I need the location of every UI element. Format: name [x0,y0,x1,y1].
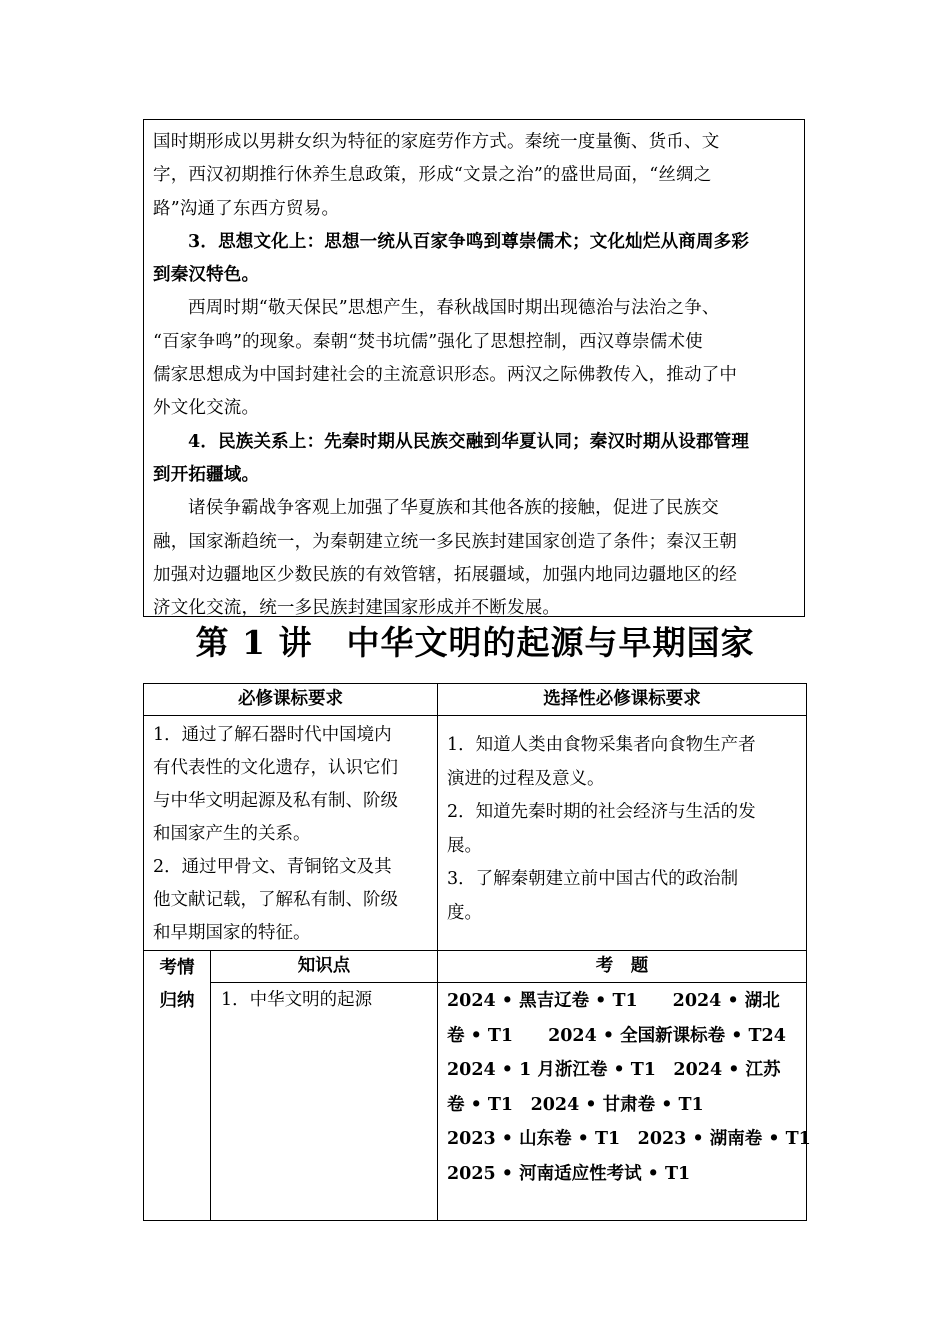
lesson-title: 第 1 讲 中华文明的起源与早期国家 [195,623,755,662]
standard-line: 和早期国家的特征。 [153,923,311,943]
standard-line: 2．知道先秦时期的社会经济与生活的发 [447,802,756,822]
paragraph-ethnic-line: 诸侯争霸战争客观上加强了华夏族和其他各族的接触，促进了民族交 [188,498,719,519]
exam-line: 卷 • T1 2024 • 全国新课标卷 • T24 [447,1025,786,1046]
elective-standards-cell [438,716,807,951]
standard-line: 展。 [447,835,482,856]
curriculum-standards-table [143,683,811,1221]
standard-line: 和国家产生的关系。 [153,824,311,844]
exam-label-line: 归纳 [159,991,195,1011]
paragraph-thought-line: 西周时期“敬天保民”思想产生，春秋战国时期出现德治与法治之争、 [188,298,720,319]
paragraph-ethnic-line: 加强对边疆地区少数民族的有效管辖，拓展疆域，加强内地同边疆地区的经 [153,564,738,585]
knowledge-point-cell: 1．中华文明的起源 [211,983,438,1221]
compulsory-standards-cell [144,716,438,951]
exam-line: 卷 • T1 2024 • 甘肃卷 • T1 [447,1094,704,1115]
paragraph-thought-line: “百家争鸣”的现象。秦朝“焚书坑儒”强化了思想控制，西汉尊崇儒术使 [153,331,703,352]
header-compulsory-standards: 必修课标要求 [144,684,438,716]
header-elective-standards: 选择性必修课标要求 [438,684,807,716]
standard-line: 3．了解秦朝建立前中国古代的政治制 [447,869,739,889]
standard-line: 有代表性的文化遗存，认识它们 [153,758,398,778]
paragraph-economy-line: 路”沟通了东西方贸易。 [153,198,340,219]
exam-line: 2024 • 黑吉辽卷 • T1 2024 • 湖北 [447,991,780,1011]
exam-line: 2025 • 河南适应性考试 • T1 [447,1163,691,1184]
standard-line: 度。 [447,902,482,923]
exam-label-line: 考情 [159,958,195,978]
exam-summary-label [144,951,211,1221]
header-knowledge-point: 知识点 [211,951,438,983]
paragraph-economy-line: 国时期形成以男耕女织为特征的家庭劳作方式。秦统一度量衡、货币、文 [153,132,720,152]
paragraph-economy-line: 字，西汉初期推行休养生息政策，形成“文景之治”的盛世局面，“丝绸之 [153,165,712,186]
heading-thought-culture: 到秦汉特色。 [153,265,260,286]
standard-line: 1．通过了解石器时代中国境内 [153,725,392,745]
standard-line: 1．知道人类由食物采集者向食物生产者 [447,735,756,755]
heading-ethnic-relations: 4．民族关系上：先秦时期从民族交融到华夏认同；秦汉时期从设郡管理 [188,431,750,452]
paragraph-thought-line: 儒家思想成为中国封建社会的主流意识形态。两汉之际佛教传入，推动了中 [153,365,738,386]
standard-line: 2．通过甲骨文、青铜铭文及其 [153,857,392,877]
exam-line: 2023 • 山东卷 • T1 2023 • 湖南卷 • T1 [447,1129,811,1150]
paragraph-ethnic-line: 融，国家渐趋统一，为秦朝建立统一多民族封建国家创造了条件；秦汉王朝 [153,531,738,552]
standard-line: 他文献记载，了解私有制、阶级 [153,890,398,910]
exam-line: 2024 • 1 月浙江卷 • T1 2024 • 江苏 [447,1060,781,1081]
exam-questions-cell [438,983,811,1221]
heading-ethnic-relations: 到开拓疆域。 [153,464,260,485]
paragraph-ethnic-line: 济文化交流，统一多民族封建国家形成并不断发展。 [153,598,561,619]
intro-summary-box [143,119,805,617]
header-exam-questions: 考 题 [438,951,807,983]
standard-line: 演进的过程及意义。 [447,768,605,789]
heading-thought-culture: 3．思想文化上：思想一统从百家争鸣到尊崇儒术；文化灿烂从商周多彩 [188,231,750,252]
standard-line: 与中华文明起源及私有制、阶级 [153,791,398,811]
paragraph-thought-line: 外文化交流。 [153,398,260,419]
